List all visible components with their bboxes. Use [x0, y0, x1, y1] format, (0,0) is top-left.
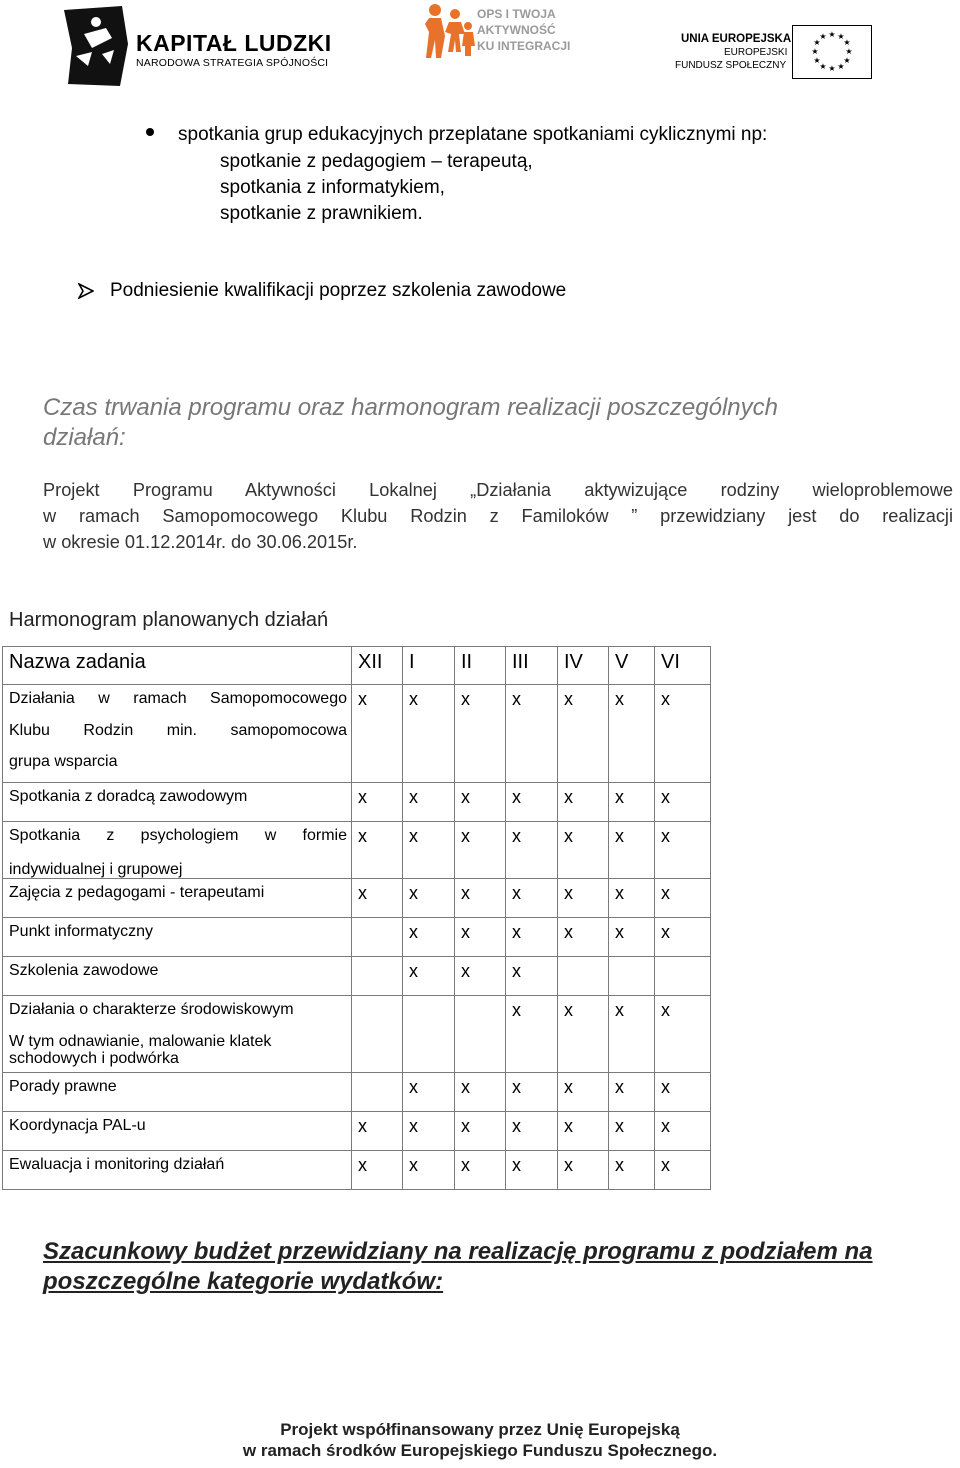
- month-mark: x: [358, 787, 367, 807]
- month-mark-cell: [403, 1151, 455, 1190]
- task-name-line: W tym odnawianie, malowanie klatek: [9, 1032, 272, 1050]
- month-mark: x: [512, 1155, 521, 1176]
- eu-flag-icon: [792, 25, 872, 79]
- kapital-ludzki-title: KAPITAŁ LUDZKI: [136, 30, 332, 56]
- eu-logo-line3: FUNDUSZ SPOŁECZNY: [675, 60, 787, 71]
- table-row: [3, 783, 711, 822]
- month-mark-cell: [558, 996, 609, 1073]
- svg-text:★: ★: [811, 47, 819, 56]
- month-mark-cell: [558, 1073, 609, 1112]
- header-task-name: Nazwa zadania: [3, 647, 352, 685]
- month-mark: x: [512, 922, 521, 943]
- month-mark: x: [512, 1077, 521, 1098]
- month-mark: x: [564, 689, 573, 709]
- table-row: [3, 1112, 711, 1151]
- svg-text:★: ★: [813, 38, 821, 47]
- month-mark-cell: [403, 1073, 455, 1112]
- month-mark: x: [358, 1116, 367, 1137]
- task-name-line: indywidualnej i grupowej: [9, 860, 183, 878]
- month-mark: x: [409, 787, 418, 807]
- table-row: [3, 1073, 711, 1112]
- footer-line1: Projekt współfinansowany przez Unię Europejską: [280, 1420, 680, 1439]
- bullet-line-3: spotkania z informatykiem,: [220, 177, 445, 198]
- ops-logo-line1: OPS I TWOJA: [477, 7, 556, 21]
- month-mark: x: [409, 826, 418, 846]
- header-month: [455, 647, 506, 685]
- month-mark: x: [661, 689, 670, 709]
- table-row: [3, 1151, 711, 1190]
- schedule-table: [2, 646, 711, 1190]
- month-mark-cell: [655, 1073, 711, 1112]
- month-mark: x: [512, 961, 521, 982]
- month-mark: x: [358, 689, 367, 709]
- month-mark: x: [661, 1000, 670, 1021]
- month-mark-cell: [506, 957, 558, 996]
- month-mark-cell: [352, 685, 403, 783]
- month-mark: x: [661, 826, 670, 846]
- svg-text:★: ★: [813, 56, 821, 65]
- header-month-label: IV: [564, 651, 583, 673]
- ops-logo-line2: AKTYWNOŚĆ: [477, 23, 556, 37]
- month-mark: x: [512, 689, 521, 709]
- month-mark: x: [512, 1116, 521, 1137]
- month-mark-cell: [655, 879, 711, 918]
- table-title: Harmonogram planowanych działań: [9, 609, 329, 631]
- task-name-line: Koordynacja PAL-u: [9, 1117, 146, 1135]
- header-month-label: I: [409, 651, 415, 673]
- month-mark-cell: [455, 783, 506, 822]
- task-name-line: Szkolenia zawodowe: [9, 962, 159, 980]
- task-name-line: Zajęcia z pedagogami - terapeutami: [9, 884, 265, 902]
- month-mark-cell: [558, 822, 609, 879]
- svg-text:★: ★: [828, 64, 836, 73]
- month-mark-cell: [609, 918, 655, 957]
- month-mark: x: [661, 787, 670, 807]
- month-mark: x: [615, 1116, 624, 1137]
- table-header-row: [3, 647, 711, 685]
- month-mark-cell: [455, 1151, 506, 1190]
- month-mark-cell: [455, 822, 506, 879]
- month-mark: x: [512, 883, 521, 904]
- month-mark-cell: [609, 1151, 655, 1190]
- month-mark-cell: [352, 1112, 403, 1151]
- task-name-cell: [3, 879, 352, 918]
- month-mark: x: [615, 826, 624, 846]
- month-mark-cell: [455, 996, 506, 1073]
- month-mark-cell: [403, 822, 455, 879]
- month-mark: x: [461, 1116, 470, 1137]
- month-mark-cell: [609, 783, 655, 822]
- header-month: [558, 647, 609, 685]
- section-heading-line1: Czas trwania programu oraz harmonogram realizacji poszczególnych: [43, 394, 778, 421]
- month-mark: x: [661, 922, 670, 943]
- svg-text:★: ★: [828, 30, 836, 39]
- month-mark: x: [461, 961, 470, 982]
- month-mark-cell: [558, 685, 609, 783]
- month-mark-cell: [609, 996, 655, 1073]
- month-mark: x: [564, 1155, 573, 1176]
- svg-text:★: ★: [837, 62, 845, 71]
- task-name-cell: [3, 918, 352, 957]
- month-mark-cell: [403, 918, 455, 957]
- month-mark-cell: [352, 1151, 403, 1190]
- month-mark-cell: [506, 783, 558, 822]
- header-month: [506, 647, 558, 685]
- month-mark-cell: [352, 918, 403, 957]
- month-mark-cell: [403, 783, 455, 822]
- month-mark-cell: [403, 1112, 455, 1151]
- month-mark-cell: [609, 1073, 655, 1112]
- month-mark: x: [409, 1077, 418, 1098]
- month-mark-cell: [403, 996, 455, 1073]
- task-name-line: grupa wsparcia: [9, 753, 118, 771]
- month-mark: x: [615, 883, 624, 904]
- month-mark-cell: [609, 1112, 655, 1151]
- month-mark-cell: [352, 996, 403, 1073]
- month-mark-cell: [655, 957, 711, 996]
- kapital-ludzki-subtitle: NARODOWA STRATEGIA SPÓJNOŚCI: [136, 57, 329, 69]
- month-mark: x: [564, 1000, 573, 1021]
- month-mark-cell: [558, 957, 609, 996]
- header-month: [609, 647, 655, 685]
- table-row: [3, 918, 711, 957]
- month-mark: x: [564, 1077, 573, 1098]
- bullet-line-4: spotkanie z prawnikiem.: [220, 203, 423, 224]
- month-mark-cell: [609, 957, 655, 996]
- table-row: [3, 957, 711, 996]
- footer-line2: w ramach środków Europejskiego Funduszu Społecznego.: [242, 1441, 718, 1460]
- month-mark: x: [615, 689, 624, 709]
- bullet-line-2: spotkanie z pedagogiem – terapeutą,: [220, 151, 533, 172]
- task-name-cell: [3, 1073, 352, 1112]
- month-mark-cell: [506, 1073, 558, 1112]
- svg-text:★: ★: [843, 38, 851, 47]
- task-name-cell: [3, 1112, 352, 1151]
- month-mark-cell: [609, 685, 655, 783]
- task-name-line: Ewaluacja i monitoring działań: [9, 1156, 225, 1174]
- month-mark-cell: [558, 1112, 609, 1151]
- month-mark: x: [358, 826, 367, 846]
- month-mark: x: [358, 883, 367, 904]
- month-mark: x: [564, 1116, 573, 1137]
- month-mark-cell: [655, 783, 711, 822]
- task-name-cell: [3, 957, 352, 996]
- month-mark-cell: [506, 1151, 558, 1190]
- eu-logo-line1: UNIA EUROPEJSKA: [681, 33, 792, 45]
- month-mark: x: [564, 883, 573, 904]
- header-month-label: III: [512, 651, 529, 673]
- month-mark-cell: [609, 822, 655, 879]
- header-month-label: XII: [358, 651, 383, 673]
- header-month: [352, 647, 403, 685]
- month-mark: x: [461, 1077, 470, 1098]
- month-mark: x: [461, 826, 470, 846]
- month-mark-cell: [558, 1151, 609, 1190]
- month-mark: x: [615, 1000, 624, 1021]
- ops-figures-icon: [425, 2, 475, 60]
- budget-heading-line2: poszczególne kategorie wydatków:: [43, 1268, 444, 1295]
- month-mark: x: [512, 1000, 521, 1021]
- month-mark-cell: [558, 879, 609, 918]
- month-mark: x: [564, 922, 573, 943]
- month-mark: x: [409, 961, 418, 982]
- arrow-bullet-icon: [78, 283, 94, 299]
- month-mark-cell: [609, 879, 655, 918]
- month-mark: x: [615, 787, 624, 807]
- month-mark-cell: [655, 1151, 711, 1190]
- svg-text:★: ★: [845, 47, 853, 56]
- budget-heading-line1: Szacunkowy budżet przewidziany na realizację programu z podziałem na: [43, 1238, 873, 1265]
- task-name-line: Spotkania z doradcą zawodowym: [9, 788, 248, 805]
- month-mark-cell: [455, 1112, 506, 1151]
- month-mark: x: [615, 1077, 624, 1098]
- month-mark-cell: [352, 957, 403, 996]
- month-mark: x: [661, 883, 670, 904]
- svg-text:★: ★: [819, 32, 827, 41]
- month-mark: x: [461, 787, 470, 807]
- paragraph-line3: w okresie 01.12.2014r. do 30.06.2015r.: [43, 532, 358, 552]
- arrow-bullet-text: Podniesienie kwalifikacji poprzez szkolenia zawodowe: [110, 280, 567, 301]
- section-heading-line2: działań:: [43, 424, 126, 451]
- month-mark-cell: [352, 879, 403, 918]
- task-name-cell: [3, 822, 352, 879]
- month-mark: x: [661, 1077, 670, 1098]
- month-mark-cell: [655, 996, 711, 1073]
- month-mark-cell: [455, 879, 506, 918]
- month-mark-cell: [655, 685, 711, 783]
- month-mark-cell: [506, 822, 558, 879]
- month-mark-cell: [506, 685, 558, 783]
- task-name-line: Punkt informatyczny: [9, 923, 154, 941]
- month-mark-cell: [655, 822, 711, 879]
- month-mark: x: [409, 883, 418, 904]
- header-month: [655, 647, 711, 685]
- month-mark: x: [409, 922, 418, 943]
- task-name-cell: [3, 783, 352, 822]
- month-mark: x: [409, 1116, 418, 1137]
- month-mark-cell: [655, 918, 711, 957]
- header-month-label: II: [461, 651, 473, 673]
- month-mark: x: [512, 787, 521, 807]
- task-name-line: Klubu Rodzin min. samopomocowa: [9, 721, 347, 739]
- month-mark-cell: [506, 1112, 558, 1151]
- month-mark: x: [661, 1116, 670, 1137]
- month-mark-cell: [455, 685, 506, 783]
- month-mark: x: [461, 1155, 470, 1176]
- month-mark: x: [512, 826, 521, 846]
- month-mark-cell: [558, 918, 609, 957]
- table-row: [3, 822, 711, 879]
- task-name-line: Spotkania z psychologiem w formie: [9, 827, 347, 844]
- task-name-line: schodowych i podwórka: [9, 1050, 179, 1068]
- header-month-label: V: [615, 651, 629, 673]
- month-mark-cell: [558, 783, 609, 822]
- month-mark: x: [409, 1155, 418, 1176]
- task-name-cell: [3, 1151, 352, 1190]
- task-name-cell: [3, 996, 352, 1073]
- month-mark: x: [564, 787, 573, 807]
- month-mark-cell: [655, 1112, 711, 1151]
- bullet-line-1: spotkania grup edukacyjnych przeplatane spotkaniami cyklicznymi np:: [178, 124, 768, 145]
- table-row: [3, 996, 711, 1073]
- svg-text:★: ★: [819, 62, 827, 71]
- month-mark-cell: [455, 918, 506, 957]
- month-mark: x: [358, 1155, 367, 1176]
- task-name-line: Działania w ramach Samopomocowego: [9, 690, 347, 707]
- ops-logo-line3: KU INTEGRACJI: [477, 39, 571, 53]
- month-mark-cell: [352, 783, 403, 822]
- month-mark-cell: [455, 957, 506, 996]
- svg-text:★: ★: [843, 56, 851, 65]
- month-mark: x: [615, 1155, 624, 1176]
- month-mark-cell: [506, 879, 558, 918]
- month-mark: x: [661, 1155, 670, 1176]
- paragraph-line1: Projekt Programu Aktywności Lokalnej „Działania aktywizujące rodziny wieloproblemowe: [43, 480, 953, 500]
- month-mark: x: [461, 883, 470, 904]
- bullet-icon: [146, 128, 154, 136]
- paragraph-line2: w ramach Samopomocowego Klubu Rodzin z Familoków ” przewidziany jest do realizacji: [43, 506, 953, 526]
- eu-logo-line2: EUROPEJSKI: [724, 47, 788, 58]
- month-mark-cell: [403, 685, 455, 783]
- table-row: [3, 685, 711, 783]
- svg-text:★: ★: [837, 32, 845, 41]
- month-mark: x: [409, 689, 418, 709]
- month-mark-cell: [403, 879, 455, 918]
- header-month-label: VI: [661, 651, 680, 673]
- table-row: [3, 879, 711, 918]
- header-month: [403, 647, 455, 685]
- month-mark: x: [615, 922, 624, 943]
- month-mark-cell: [506, 996, 558, 1073]
- task-name-line: Działania o charakterze środowiskowym: [9, 1001, 294, 1019]
- task-name-cell: [3, 685, 352, 783]
- month-mark-cell: [455, 1073, 506, 1112]
- month-mark-cell: [352, 822, 403, 879]
- month-mark: x: [461, 689, 470, 709]
- month-mark-cell: [352, 1073, 403, 1112]
- month-mark-cell: [506, 918, 558, 957]
- month-mark: x: [461, 922, 470, 943]
- month-mark-cell: [403, 957, 455, 996]
- month-mark: x: [564, 826, 573, 846]
- task-name-line: Porady prawne: [9, 1078, 117, 1096]
